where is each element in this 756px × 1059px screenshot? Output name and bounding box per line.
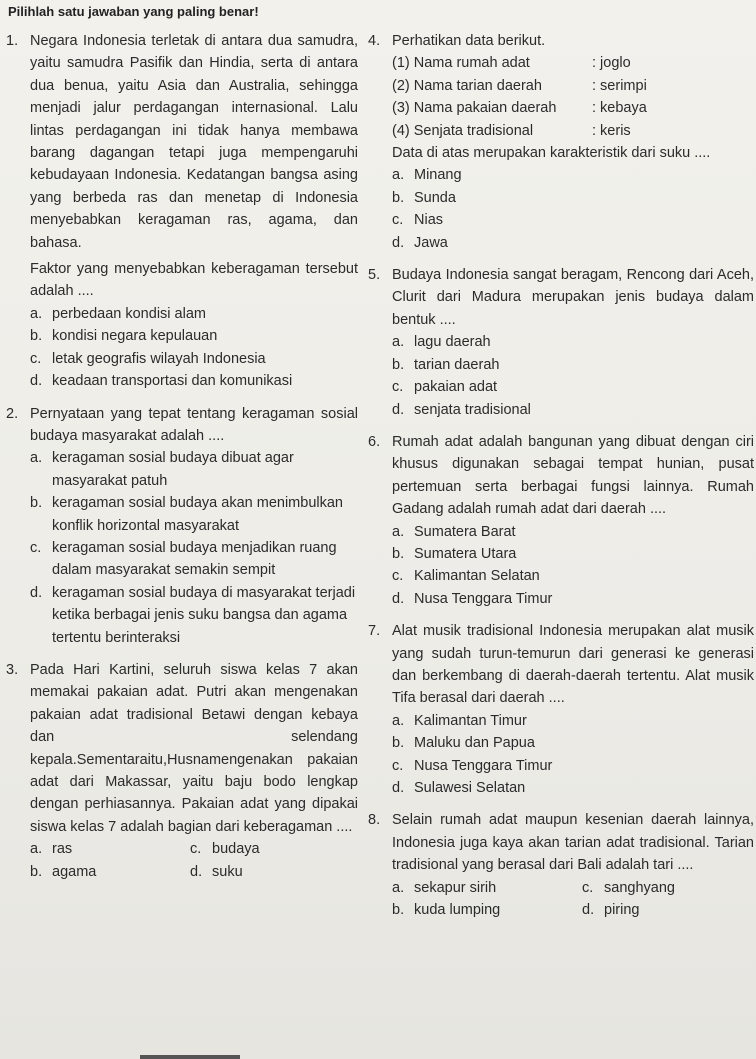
option-c[interactable]: c. budaya (190, 841, 260, 858)
option-b[interactable]: b. keragaman sosial budaya akan menimbulkan konflik horizontal masyarakat (30, 495, 343, 534)
answer-options (30, 447, 358, 649)
data-row: (3) Nama pakaian daerah : kebaya (392, 100, 647, 117)
data-row: (4) Senjata tradisional : keris (392, 122, 631, 139)
option-b[interactable]: b. Maluku dan Papua (392, 735, 535, 752)
question-text: Perhatikan data berikut. (392, 33, 546, 49)
question-5 (368, 264, 754, 421)
answer-options (30, 838, 358, 883)
option-d[interactable]: d. keragaman sosial budaya di masyarakat terjadi ketika berbagai jenis suku bangsa dan agama tertentu berinteraksi (30, 584, 356, 646)
question-number: 2. (6, 405, 19, 422)
left-column (6, 30, 358, 893)
question-prompt: Faktor yang menyebabkan keberagaman tersebut adalah .... (30, 261, 358, 300)
option-b[interactable]: b. Sunda (392, 189, 456, 206)
option-d[interactable]: d. suku (190, 863, 243, 880)
question-text: Pada Hari Kartini, seluruh siswa kelas 7 akan memakai pakaian adat. Putri akan mengenakan pakaian adat tradisional Betawi dengan kebaya dan selendang kepala.Sementaraitu,Husnamengenakan pakaian adat dari Makassar, yaitu baju bodo lengkap dengan perhiasannya. Pakaian adat yang dipakai siswa kelas 7 adalah bagian dari keberagaman .... (30, 661, 358, 835)
question-6 (368, 431, 754, 610)
question-number: 6. (368, 433, 381, 450)
question-2 (6, 403, 358, 649)
question-number: 4. (368, 33, 381, 49)
option-a[interactable]: a. Kalimantan Timur (392, 712, 527, 729)
option-b[interactable]: b. Sumatera Utara (392, 545, 517, 562)
option-d[interactable]: d. Jawa (392, 234, 448, 251)
option-d[interactable]: d. Sulawesi Selatan (392, 780, 526, 796)
question-text: Rumah adat adalah bangunan yang dibuat dengan ciri khusus digunakan sebagai tempat hunian, pusat pertemuan serta berbagai fungsi lainnya. Rumah Gadang adalah rumah adat dari daerah .... (392, 433, 754, 518)
option-c[interactable]: c. Nusa Tenggara Timur (392, 757, 553, 774)
option-b[interactable]: b. tarian daerah (392, 356, 500, 373)
question-number: 3. (6, 661, 19, 678)
option-c[interactable]: c. letak geografis wilayah Indonesia (30, 350, 266, 367)
option-c[interactable]: c. Nias (392, 212, 444, 229)
option-c[interactable]: c. keragaman sosial budaya menjadikan ruang dalam masyarakat semakin sempit (30, 539, 337, 579)
option-a[interactable]: a. sekapur sirih (392, 879, 497, 896)
answer-options (392, 521, 754, 611)
question-1 (6, 30, 358, 393)
question-text: Pernyataan yang tepat tentang keragaman sosial budaya masyarakat adalah .... (30, 405, 358, 444)
data-row: (1) Nama rumah adat : joglo (392, 55, 631, 72)
option-d[interactable]: d. piring (582, 902, 640, 919)
question-number: 5. (368, 267, 381, 284)
instruction-heading: Pilihlah satu jawaban yang paling benar! (8, 4, 259, 19)
question-4 (368, 30, 754, 254)
data-row: (2) Nama tarian daerah : serimpi (392, 77, 647, 94)
option-d[interactable]: d. keadaan transportasi dan komunikasi (30, 373, 293, 390)
option-a[interactable]: a. Sumatera Barat (392, 523, 516, 540)
question-number: 7. (368, 623, 381, 640)
question-8 (368, 809, 754, 921)
option-b[interactable]: b. kuda lumping (392, 902, 501, 919)
option-b[interactable]: b. agama (30, 863, 97, 880)
question-text: Negara Indonesia terletak di antara dua samudra, yaitu samudra Pasifik dan Hindia, serta di antara dua benua, yaitu Asia dan Australia, sehingga menjadi jalur perdagangan internasional. Lalu lintas perdagangan ini tidak hanya membawa barang dagangan tetapi juga mempengaruhi kebudayaan Indonesia. Kedatangan bangsa asing yang berbeda ras dan menetap di Indonesia menyebabkan keragaman ras, agama, dan bahasa. (30, 33, 358, 251)
right-column (368, 30, 754, 931)
option-c[interactable]: c. Kalimantan Selatan (392, 568, 540, 585)
answer-options (392, 877, 754, 922)
question-number: 1. (6, 33, 19, 49)
option-a[interactable]: a. lagu daerah (392, 334, 491, 351)
answer-options (392, 710, 754, 800)
question-text: Budaya Indonesia sangat beragam, Rencong dari Aceh, Clurit dari Madura merupakan jenis budaya dalam bentuk .... (392, 267, 754, 328)
option-d[interactable]: d. Nusa Tenggara Timur (392, 590, 553, 607)
option-a[interactable]: a. keragaman sosial budaya dibuat agar masyarakat patuh (30, 450, 294, 489)
option-a[interactable]: a. ras (30, 841, 73, 858)
answer-options (392, 331, 754, 421)
option-b[interactable]: b. kondisi negara kepulauan (30, 328, 218, 345)
question-number: 8. (368, 812, 381, 829)
option-c[interactable]: c. pakaian adat (392, 379, 498, 396)
question-text: Alat musik tradisional Indonesia merupakan alat musik yang sudah turun-temurun dari generasi ke generasi dan berkembang di daerah-daerah tertentu. Alat musik Tifa berasal dari daerah .... (392, 623, 754, 707)
option-d[interactable]: d. senjata tradisional (392, 401, 531, 418)
question-prompt: Data di atas merupakan karakteristik dari suku .... (392, 145, 711, 162)
page-footer-mark (140, 1055, 240, 1059)
question-3 (6, 659, 358, 883)
question-7 (368, 620, 754, 799)
question-text: Selain rumah adat maupun kesenian daerah lainnya, Indonesia juga kaya akan tarian adat tradisional. Tarian tradisional yang berasal dari Bali adalah tari .... (392, 812, 754, 874)
answer-options (30, 303, 358, 393)
option-c[interactable]: c. sanghyang (582, 879, 675, 896)
option-a[interactable]: a. Minang (392, 167, 462, 184)
answer-options (392, 164, 754, 254)
option-a[interactable]: a. perbedaan kondisi alam (30, 305, 206, 322)
